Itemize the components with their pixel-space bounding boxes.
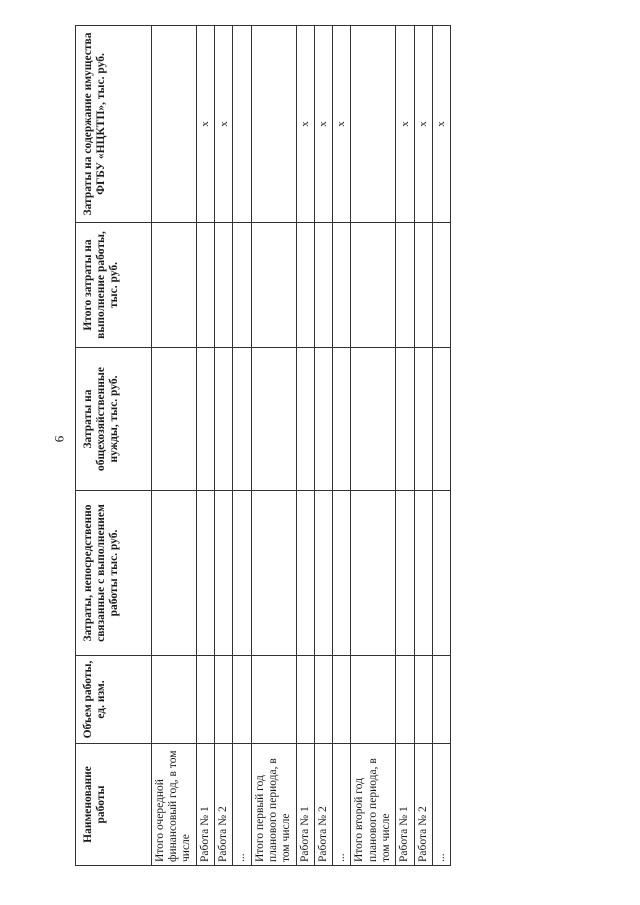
row-name: Работа № 1 [396,744,414,866]
table-row [351,26,396,866]
table-row [333,26,351,866]
column-header-name: Наименование работы [76,744,152,866]
row-name: Работа № 2 [215,744,233,866]
table-row [197,26,215,866]
row-x-mark: x [396,26,414,223]
column-header-overhead-costs: Затраты на общехозяйственные нужды, тыс. руб. [76,348,152,491]
row-name: Работа № 2 [314,744,332,866]
table-row [233,26,251,866]
row-name: Работа № 1 [296,744,314,866]
row-name: ... [333,744,351,866]
row-name: Итого второй год планового периода, в том числе [351,744,396,866]
row-name: ... [233,744,251,866]
table-header-row [76,26,152,866]
table-row [296,26,314,866]
row-x-mark: x [215,26,233,223]
table-row [432,26,450,866]
column-header-direct-costs: Затраты, непосредственно связанные с выполнением работы тыс. руб. [76,491,152,656]
row-x-mark [251,26,296,223]
row-name: Работа № 1 [197,744,215,866]
page-number: 9 [52,435,67,443]
cost-table-wrapper [75,26,448,866]
row-x-mark: x [197,26,215,223]
row-name: Работа № 2 [414,744,432,866]
column-header-volume: Объем работы, ед. изм. [76,656,152,744]
row-name: Итого очередной финансовый год, в том числе [152,744,197,866]
column-header-total-costs: Итого затраты на выполнение работы, тыс. руб. [76,223,152,348]
row-x-mark: x [333,26,351,223]
row-x-mark [351,26,396,223]
table-row [215,26,233,866]
table-row [396,26,414,866]
row-x-mark: x [414,26,432,223]
table-row [314,26,332,866]
cost-table [75,25,451,866]
table-row [152,26,197,866]
table-row [414,26,432,866]
row-x-mark: x [296,26,314,223]
row-name: ... [432,744,450,866]
row-x-mark [233,26,251,223]
row-x-mark: x [314,26,332,223]
table-row [251,26,296,866]
row-x-mark: x [432,26,450,223]
row-name: Итого первый год планового периода, в том числе [251,744,296,866]
column-header-property-costs: Затраты на содержание имущества ФГБУ «НЦКТП», тыс. руб. [76,26,152,223]
row-x-mark [152,26,197,223]
